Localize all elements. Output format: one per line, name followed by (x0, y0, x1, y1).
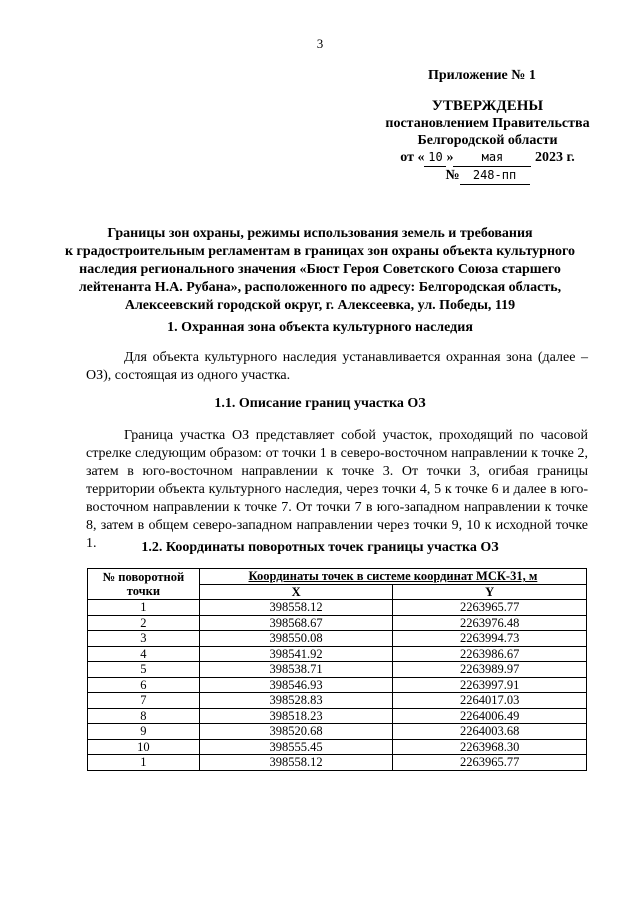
table-row (88, 646, 587, 662)
table-row (88, 739, 587, 755)
appendix-label: Приложение № 1 (428, 68, 536, 83)
cell-y: 2263989.97 (393, 662, 587, 678)
cell-x: 398555.45 (199, 739, 393, 755)
table-row (88, 631, 587, 647)
date-month: мая (453, 149, 531, 167)
cell-y: 2263965.77 (393, 600, 587, 616)
approval-block (380, 98, 595, 185)
section-1-text: Для объекта культурного наследия устанавливается охранная зона (далее – ОЗ), состоящая из одного участка. (86, 350, 588, 383)
cell-y: 2263997.91 (393, 677, 587, 693)
table-row (88, 677, 587, 693)
cell-y: 2263965.77 (393, 755, 587, 771)
cell-point: 2 (88, 615, 200, 631)
cell-point: 1 (88, 755, 200, 771)
cell-x: 398550.08 (199, 631, 393, 647)
cell-point: 5 (88, 662, 200, 678)
cell-x: 398538.71 (199, 662, 393, 678)
title-line: Алексеевский городской округ, г. Алексеевка, ул. Победы, 119 (124, 298, 516, 313)
title-line: к градостроительным регламентам в границах зон охраны объекта культурного (64, 244, 576, 259)
cell-point: 1 (88, 600, 200, 616)
number-value: 248-пп (460, 167, 530, 185)
cell-y: 2264006.49 (393, 708, 587, 724)
title-line: наследия регионального значения «Бюст Героя Советского Союза старшего (79, 262, 561, 277)
date-prefix: от « (400, 150, 425, 165)
cell-x: 398558.12 (199, 600, 393, 616)
coordinates-table (87, 568, 587, 771)
point-number-header (88, 569, 200, 600)
document-title (60, 225, 580, 315)
cell-y: 2263986.67 (393, 646, 587, 662)
section-1-heading: 1. Охранная зона объекта культурного наследия (167, 320, 473, 335)
cell-y: 2263968.30 (393, 739, 587, 755)
header-line: № поворотной (102, 569, 185, 584)
cell-x: 398558.12 (199, 755, 393, 771)
section-1-1-text: Граница участка ОЗ представляет собой участок, проходящий по часовой стрелке следующим образом: от точки 1 в северо-восточном направлении к точке 2, затем в юго-восточном направлении к точке 3. От точки 3, огибая границы территории объекта культурного наследия, через точки 4, 5 к точке 6 и далее в юго-восточном направлении к точке 7. От точки 7 в юго-западном направлении к точке 8, затем в общем северо-западном направлении через точки 9, 10 к исходной точке 1. (86, 428, 588, 551)
cell-point: 10 (88, 739, 200, 755)
table-row (88, 600, 587, 616)
table-row (88, 755, 587, 771)
date-year: 2023 г. (534, 150, 575, 165)
table-header-row (88, 569, 587, 585)
cell-point: 4 (88, 646, 200, 662)
section-1-2-heading: 1.2. Координаты поворотных точек границы участка ОЗ (141, 540, 499, 555)
cell-y: 2264017.03 (393, 693, 587, 709)
page-number: 3 (316, 36, 324, 51)
cell-point: 8 (88, 708, 200, 724)
cell-point: 3 (88, 631, 200, 647)
cell-x: 398541.92 (199, 646, 393, 662)
cell-x: 398546.93 (199, 677, 393, 693)
table-row (88, 693, 587, 709)
table-row (88, 662, 587, 678)
approval-heading: УТВЕРЖДЕНЫ (431, 98, 544, 114)
cell-point: 6 (88, 677, 200, 693)
date-day: 10 (424, 149, 446, 167)
cell-y: 2263976.48 (393, 615, 587, 631)
cell-x: 398528.83 (199, 693, 393, 709)
title-line: лейтенанта Н.А. Рубана», расположенного по адресу: Белгородская область, (78, 280, 562, 295)
section-1-1-heading: 1.1. Описание границ участка ОЗ (214, 396, 426, 411)
approval-line-1: постановлением Правительства (385, 116, 590, 131)
table-row (88, 724, 587, 740)
cell-x: 398518.23 (199, 708, 393, 724)
title-line: Границы зон охраны, режимы использования земель и требования (107, 226, 533, 241)
cell-point: 9 (88, 724, 200, 740)
cell-y: 2263994.73 (393, 631, 587, 647)
table-row (88, 615, 587, 631)
coords-header: Координаты точек в системе координат МСК-31, м (199, 569, 586, 585)
date-mid: » (446, 150, 454, 165)
approval-line-2: Белгородской области (417, 133, 558, 148)
x-header: X (199, 584, 393, 600)
y-header: Y (393, 584, 587, 600)
approval-date (380, 149, 595, 167)
approval-number (380, 167, 595, 185)
header-line: точки (126, 584, 161, 598)
cell-x: 398520.68 (199, 724, 393, 740)
cell-y: 2264003.68 (393, 724, 587, 740)
table-row (88, 708, 587, 724)
cell-point: 7 (88, 693, 200, 709)
cell-x: 398568.67 (199, 615, 393, 631)
number-prefix: № (445, 168, 460, 183)
